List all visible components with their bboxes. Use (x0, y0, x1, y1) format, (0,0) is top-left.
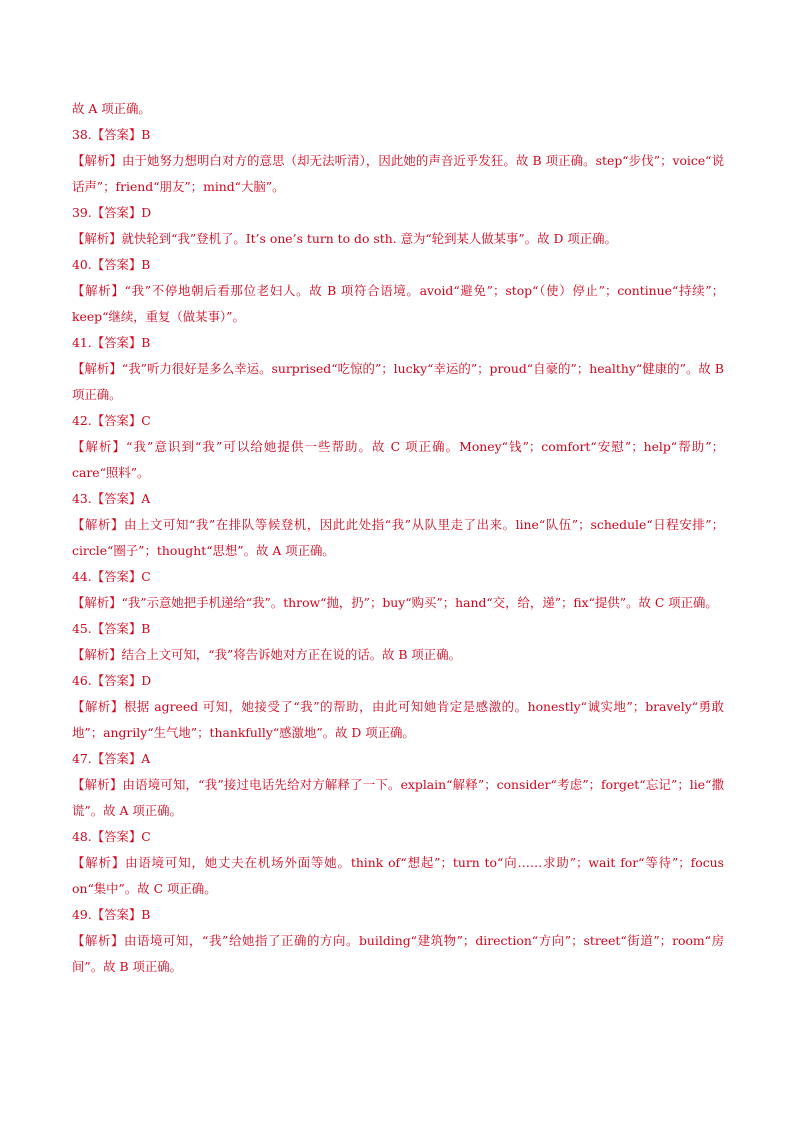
analysis-text: 【解析】根据 agreed 可知，她接受了“我”的帮助，由此可知她肯定是感激的。honestly“诚实地”；bravely“勇敢地”；angrily“生气地”；thankfully“感激地”。故 D 项正确。 (72, 699, 724, 740)
item-46 (72, 668, 724, 746)
item-48 (72, 824, 724, 902)
analysis-text: 【解析】由上文可知“我”在排队等候登机，因此此处指“我”从队里走了出来。line“队伍”；schedule“日程安排”；circle“圈子”；thought“思想”。故 A 项正确。 (72, 517, 724, 558)
analysis-text: 【解析】由于她努力想明白对方的意思（却无法听清），因此她的声音近乎发狂。故 B 项正确。step“步伐”；voice“说话声”；friend“朋友”；mind“大脑”。 (72, 153, 724, 194)
answer-line: 42.【答案】C (72, 413, 151, 428)
intro-line: 故 A 项正确。 (72, 101, 151, 116)
analysis-text: 【解析】由语境可知，“我”给她指了正确的方向。building“建筑物”；direction“方向”；street“街道”；room“房间”。故 B 项正确。 (72, 933, 724, 974)
answer-line: 47.【答案】A (72, 751, 151, 766)
item-49 (72, 902, 724, 980)
analysis-text: 【解析】由语境可知，“我”接过电话先给对方解释了一下。explain“解释”；consider“考虑”；forget“忘记”；lie“撒谎”。故 A 项正确。 (72, 777, 724, 818)
item-47 (72, 746, 724, 824)
answer-line: 49.【答案】B (72, 907, 151, 922)
answer-line: 46.【答案】D (72, 673, 152, 688)
analysis-text: 【解析】结合上文可知，“我”将告诉她对方正在说的话。故 B 项正确。 (72, 647, 461, 662)
item-42 (72, 408, 724, 486)
answer-explanations (72, 96, 724, 980)
item-43 (72, 486, 724, 564)
answer-line: 40.【答案】B (72, 257, 151, 272)
answer-line: 44.【答案】C (72, 569, 151, 584)
analysis-text: 【解析】“我”不停地朝后看那位老妇人。故 B 项符合语境。avoid“避免”；stop“（使）停止”；continue“持续”；keep“继续，重复（做某事）”。 (72, 283, 724, 324)
analysis-text: 【解析】就快轮到“我”登机了。It’s one’s turn to do sth. 意为“轮到某人做某事”。故 D 项正确。 (72, 231, 617, 246)
analysis-text: 【解析】“我”示意她把手机递给“我”。throw“抛，扔”；buy“购买”；hand“交，给，递”；fix“提供”。故 C 项正确。 (72, 595, 718, 610)
answer-line: 38.【答案】B (72, 127, 151, 142)
answer-line: 48.【答案】C (72, 829, 151, 844)
analysis-text: 【解析】“我”意识到“我”可以给她提供一些帮助。故 C 项正确。Money“钱”；comfort“安慰”；help“帮助”；care“照料”。 (72, 439, 724, 480)
item-45 (72, 616, 724, 668)
item-40 (72, 252, 724, 330)
answer-line: 39.【答案】D (72, 205, 152, 220)
answer-line: 41.【答案】B (72, 335, 151, 350)
item-38 (72, 122, 724, 200)
analysis-text: 【解析】“我”听力很好是多么幸运。surprised“吃惊的”；lucky“幸运的”；proud“自豪的”；healthy“健康的”。故 B 项正确。 (72, 361, 724, 402)
analysis-text: 【解析】由语境可知，她丈夫在机场外面等她。think of“想起”；turn to“向……求助”；wait for“等待”；focus on“集中”。故 C 项正确。 (72, 855, 724, 896)
item-41 (72, 330, 724, 408)
answer-line: 43.【答案】A (72, 491, 151, 506)
answer-line: 45.【答案】B (72, 621, 151, 636)
item-44 (72, 564, 724, 616)
item-39 (72, 200, 724, 252)
